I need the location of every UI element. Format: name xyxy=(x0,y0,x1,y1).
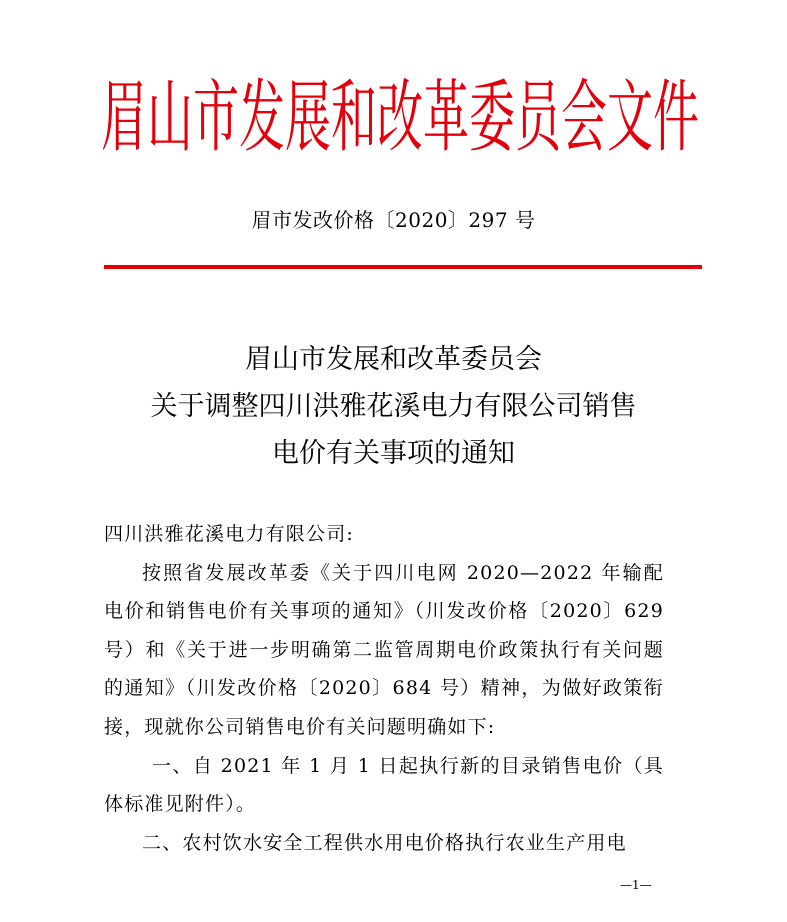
document-number: 眉市发改价格〔2020〕297 号 xyxy=(251,208,536,232)
salutation: 四川洪雅花溪电力有限公司: xyxy=(104,523,355,545)
issuer-masthead: 眉山市发展和改革委员会文件 xyxy=(101,71,699,163)
title-line-2: 关于调整四川洪雅花溪电力有限公司销售 xyxy=(150,391,637,422)
body-paragraph: 按照省发展改革委《关于四川电网 2020—2022 年输配电价和销售电价有关事项的通知》（川发改价格〔2020〕629号）和《关于进一步明确第二监管周期电价政策执行有关问题的通知》（川发改价格〔2020〕684 号）精神，为做好政策衔接，现就你公司销售电价有关问题明确如下: xyxy=(104,561,664,738)
body-paragraph: 一、自 2021 年 1 月 1 日起执行新的目录销售电价（具体标准见附件）。 xyxy=(104,754,664,816)
title-line-3: 电价有关事项的通知 xyxy=(272,438,515,469)
red-divider-line xyxy=(104,265,702,269)
title-line-1: 眉山市发展和改革委员会 xyxy=(245,344,542,375)
notice-body xyxy=(104,515,664,862)
page-number: —1— xyxy=(620,878,652,892)
body-paragraph: 二、农村饮水安全工程供水用电价格执行农业生产用电 xyxy=(142,831,627,854)
notice-title xyxy=(60,336,727,477)
